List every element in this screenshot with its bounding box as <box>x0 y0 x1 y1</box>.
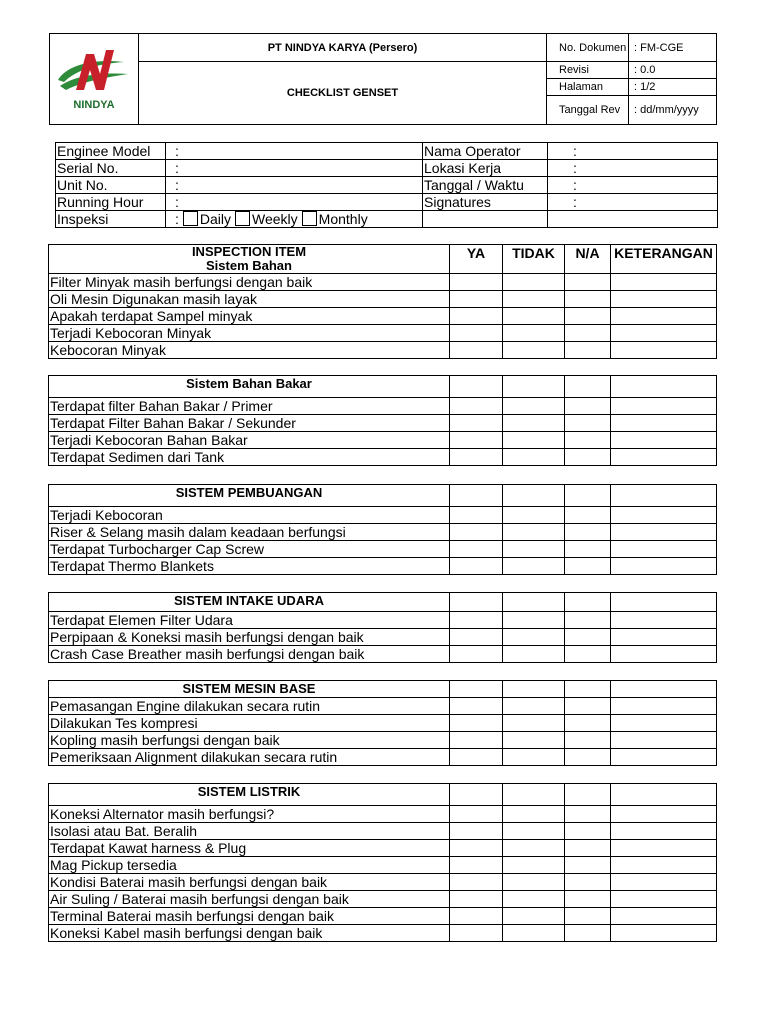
tidak-cell[interactable] <box>503 342 565 359</box>
running-hour-field[interactable]: : <box>166 194 423 211</box>
tidak-cell[interactable] <box>503 325 565 342</box>
col-header-keterangan: KETERANGAN <box>611 245 717 274</box>
info-label-engine-model: Enginee Model <box>56 143 166 160</box>
table-row <box>49 629 717 646</box>
keterangan-cell[interactable] <box>611 874 717 891</box>
keterangan-cell[interactable] <box>611 823 717 840</box>
na-cell[interactable] <box>565 507 611 524</box>
keterangan-cell[interactable] <box>611 840 717 857</box>
info-label-unit-no: Unit No. <box>56 177 166 194</box>
ya-cell[interactable] <box>450 274 503 291</box>
table-row <box>49 558 717 575</box>
table-row <box>49 715 717 732</box>
nama-operator-field[interactable]: : <box>548 143 718 160</box>
keterangan-cell[interactable] <box>611 449 717 466</box>
monthly-checkbox[interactable] <box>302 211 317 226</box>
table-row <box>49 415 717 432</box>
ya-cell[interactable] <box>450 398 503 415</box>
tidak-cell[interactable] <box>503 432 565 449</box>
daily-label: Daily <box>199 211 232 227</box>
item-label: Perpipaan & Koneksi masih berfungsi dengan baik <box>49 629 450 646</box>
col-cell <box>565 681 611 698</box>
item-label: Kondisi Baterai masih berfungsi dengan baik <box>49 874 450 891</box>
table-row <box>49 840 717 857</box>
table-row <box>49 823 717 840</box>
item-label: Terjadi Kebocoran <box>49 507 450 524</box>
col-cell <box>503 376 565 398</box>
ya-cell[interactable] <box>450 449 503 466</box>
na-cell[interactable] <box>565 612 611 629</box>
keterangan-cell[interactable] <box>611 291 717 308</box>
item-label: Terdapat Turbocharger Cap Screw <box>49 541 450 558</box>
section-sistem-intake-udara <box>48 592 717 663</box>
table-row <box>49 541 717 558</box>
table-row <box>49 449 717 466</box>
keterangan-cell[interactable] <box>611 646 717 663</box>
ya-cell[interactable] <box>450 507 503 524</box>
tidak-cell[interactable] <box>503 415 565 432</box>
info-label-running-hour: Running Hour <box>56 194 166 211</box>
keterangan-cell[interactable] <box>611 612 717 629</box>
col-cell <box>611 681 717 698</box>
table-row <box>49 857 717 874</box>
unit-no-field[interactable]: : <box>166 177 423 194</box>
section-title: Sistem Bahan Bakar <box>49 376 450 398</box>
ya-cell[interactable] <box>450 908 503 925</box>
ya-cell[interactable] <box>450 558 503 575</box>
col-cell <box>565 784 611 806</box>
info-label-nama-operator: Nama Operator <box>423 143 548 160</box>
tidak-cell[interactable] <box>503 874 565 891</box>
item-label: Mag Pickup tersedia <box>49 857 450 874</box>
col-cell <box>503 681 565 698</box>
keterangan-cell[interactable] <box>611 857 717 874</box>
meta-value-doc-no: : FM-CGE <box>629 34 717 62</box>
tidak-cell[interactable] <box>503 698 565 715</box>
tidak-cell[interactable] <box>503 398 565 415</box>
col-cell <box>450 376 503 398</box>
section-title: SISTEM LISTRIK <box>49 784 450 806</box>
na-cell[interactable] <box>565 857 611 874</box>
meta-value-tanggal-rev: : dd/mm/yyyy <box>629 96 717 125</box>
item-label: Filter Minyak masih berfungsi dengan baik <box>49 274 450 291</box>
item-label: Terjadi Kebocoran Minyak <box>49 325 450 342</box>
table-row <box>49 524 717 541</box>
keterangan-cell[interactable] <box>611 325 717 342</box>
tidak-cell[interactable] <box>503 612 565 629</box>
section-title: INSPECTION ITEM Sistem Bahan <box>49 245 450 274</box>
ya-cell[interactable] <box>450 749 503 766</box>
ya-cell[interactable] <box>450 432 503 449</box>
na-cell[interactable] <box>565 840 611 857</box>
weekly-label: Weekly <box>252 211 298 227</box>
col-cell <box>565 593 611 612</box>
info-label-tanggal-waktu: Tanggal / Waktu <box>423 177 548 194</box>
document-title: CHECKLIST GENSET <box>139 62 547 125</box>
col-cell <box>503 593 565 612</box>
keterangan-cell[interactable] <box>611 698 717 715</box>
item-label: Terdapat Sedimen dari Tank <box>49 449 450 466</box>
weekly-checkbox[interactable] <box>235 211 250 226</box>
ya-cell[interactable] <box>450 698 503 715</box>
ya-cell[interactable] <box>450 325 503 342</box>
item-label: Apakah terdapat Sampel minyak <box>49 308 450 325</box>
col-header-tidak: TIDAK <box>503 245 565 274</box>
tidak-cell[interactable] <box>503 857 565 874</box>
info-label-inspeksi: Inspeksi <box>56 211 166 228</box>
tidak-cell[interactable] <box>503 274 565 291</box>
col-header-ya: YA <box>450 245 503 274</box>
keterangan-cell[interactable] <box>611 715 717 732</box>
meta-value-halaman: : 1/2 <box>629 79 717 96</box>
ya-cell[interactable] <box>450 732 503 749</box>
ya-cell[interactable] <box>450 612 503 629</box>
item-label: Pemasangan Engine dilakukan secara rutin <box>49 698 450 715</box>
tidak-cell[interactable] <box>503 823 565 840</box>
section-sistem-bahan <box>48 244 717 359</box>
meta-value-revisi: : 0.0 <box>629 62 717 79</box>
ya-cell[interactable] <box>450 715 503 732</box>
info-label-serial-no: Serial No. <box>56 160 166 177</box>
na-cell[interactable] <box>565 291 611 308</box>
info-empty-cell <box>548 211 718 228</box>
col-cell <box>611 485 717 507</box>
tidak-cell[interactable] <box>503 840 565 857</box>
info-empty-cell <box>423 211 548 228</box>
genset-info-table <box>55 142 718 228</box>
na-cell[interactable] <box>565 524 611 541</box>
company-name: PT NINDYA KARYA (Persero) <box>139 34 547 62</box>
table-row <box>49 291 717 308</box>
na-cell[interactable] <box>565 874 611 891</box>
ya-cell[interactable] <box>450 823 503 840</box>
tidak-cell[interactable] <box>503 925 565 942</box>
col-cell <box>503 784 565 806</box>
na-cell[interactable] <box>565 646 611 663</box>
na-cell[interactable] <box>565 891 611 908</box>
keterangan-cell[interactable] <box>611 908 717 925</box>
na-cell[interactable] <box>565 449 611 466</box>
nindya-logo-icon <box>52 40 136 116</box>
ya-cell[interactable] <box>450 524 503 541</box>
lokasi-kerja-field[interactable]: : <box>548 160 718 177</box>
item-label: Terminal Baterai masih berfungsi dengan baik <box>49 908 450 925</box>
meta-label-revisi: Revisi <box>547 62 629 79</box>
signatures-field[interactable]: : <box>548 194 718 211</box>
table-row <box>49 908 717 925</box>
table-row <box>49 874 717 891</box>
keterangan-cell[interactable] <box>611 732 717 749</box>
tidak-cell[interactable] <box>503 291 565 308</box>
keterangan-cell[interactable] <box>611 749 717 766</box>
tanggal-waktu-field[interactable]: : <box>548 177 718 194</box>
table-row <box>49 732 717 749</box>
section-title: SISTEM INTAKE UDARA <box>49 593 450 612</box>
ya-cell[interactable] <box>450 925 503 942</box>
ya-cell[interactable] <box>450 342 503 359</box>
table-row <box>49 507 717 524</box>
table-row <box>49 925 717 942</box>
na-cell[interactable] <box>565 749 611 766</box>
keterangan-cell[interactable] <box>611 524 717 541</box>
na-cell[interactable] <box>565 732 611 749</box>
tidak-cell[interactable] <box>503 629 565 646</box>
info-label-lokasi-kerja: Lokasi Kerja <box>423 160 548 177</box>
table-row <box>49 806 717 823</box>
section-sistem-pembuangan <box>48 484 717 575</box>
keterangan-cell[interactable] <box>611 274 717 291</box>
item-label: Terdapat Elemen Filter Udara <box>49 612 450 629</box>
na-cell[interactable] <box>565 925 611 942</box>
keterangan-cell[interactable] <box>611 558 717 575</box>
keterangan-cell[interactable] <box>611 806 717 823</box>
na-cell[interactable] <box>565 698 611 715</box>
col-cell <box>503 485 565 507</box>
keterangan-cell[interactable] <box>611 507 717 524</box>
item-label: Terdapat Kawat harness & Plug <box>49 840 450 857</box>
item-label: Riser & Selang masih dalam keadaan berfungsi <box>49 524 450 541</box>
na-cell[interactable] <box>565 325 611 342</box>
tidak-cell[interactable] <box>503 308 565 325</box>
table-row <box>49 698 717 715</box>
na-cell[interactable] <box>565 558 611 575</box>
monthly-label: Monthly <box>318 211 368 227</box>
tidak-cell[interactable] <box>503 908 565 925</box>
tidak-cell[interactable] <box>503 507 565 524</box>
col-cell <box>611 784 717 806</box>
keterangan-cell[interactable] <box>611 891 717 908</box>
section-title: SISTEM PEMBUANGAN <box>49 485 450 507</box>
na-cell[interactable] <box>565 629 611 646</box>
item-label: Air Suling / Baterai masih berfungsi dengan baik <box>49 891 450 908</box>
table-row <box>49 612 717 629</box>
na-cell[interactable] <box>565 308 611 325</box>
ya-cell[interactable] <box>450 857 503 874</box>
item-label: Terdapat filter Bahan Bakar / Primer <box>49 398 450 415</box>
na-cell[interactable] <box>565 908 611 925</box>
col-cell <box>611 376 717 398</box>
item-label: Terdapat Thermo Blankets <box>49 558 450 575</box>
company-logo <box>50 34 139 125</box>
item-label: Kopling masih berfungsi dengan baik <box>49 732 450 749</box>
ya-cell[interactable] <box>450 629 503 646</box>
table-row <box>49 308 717 325</box>
keterangan-cell[interactable] <box>611 432 717 449</box>
section-sistem-listrik <box>48 783 717 942</box>
table-row <box>49 891 717 908</box>
keterangan-cell[interactable] <box>611 415 717 432</box>
table-row <box>49 342 717 359</box>
col-cell <box>565 485 611 507</box>
ya-cell[interactable] <box>450 541 503 558</box>
tidak-cell[interactable] <box>503 891 565 908</box>
tidak-cell[interactable] <box>503 558 565 575</box>
section-sistem-mesin-base <box>48 680 717 766</box>
na-cell[interactable] <box>565 342 611 359</box>
col-cell <box>450 784 503 806</box>
document-header <box>49 33 717 125</box>
item-label: Terjadi Kebocoran Bahan Bakar <box>49 432 450 449</box>
ya-cell[interactable] <box>450 806 503 823</box>
na-cell[interactable] <box>565 541 611 558</box>
keterangan-cell[interactable] <box>611 398 717 415</box>
ya-cell[interactable] <box>450 874 503 891</box>
item-label: Terdapat Filter Bahan Bakar / Sekunder <box>49 415 450 432</box>
na-cell[interactable] <box>565 398 611 415</box>
table-row <box>49 646 717 663</box>
item-label: Koneksi Alternator masih berfungsi? <box>49 806 450 823</box>
na-cell[interactable] <box>565 715 611 732</box>
ya-cell[interactable] <box>450 291 503 308</box>
table-row <box>49 749 717 766</box>
na-cell[interactable] <box>565 274 611 291</box>
keterangan-cell[interactable] <box>611 541 717 558</box>
na-cell[interactable] <box>565 432 611 449</box>
tidak-cell[interactable] <box>503 646 565 663</box>
table-row <box>49 432 717 449</box>
section-title: SISTEM MESIN BASE <box>49 681 450 698</box>
tidak-cell[interactable] <box>503 715 565 732</box>
keterangan-cell[interactable] <box>611 925 717 942</box>
item-label: Crash Case Breather masih berfungsi dengan baik <box>49 646 450 663</box>
col-header-na: N/A <box>565 245 611 274</box>
col-cell <box>450 593 503 612</box>
col-cell <box>565 376 611 398</box>
meta-label-doc-no: No. Dokumen <box>547 34 629 62</box>
na-cell[interactable] <box>565 415 611 432</box>
na-cell[interactable] <box>565 806 611 823</box>
item-label: Isolasi atau Bat. Beralih <box>49 823 450 840</box>
section-sistem-bahan-bakar <box>48 375 717 466</box>
tidak-cell[interactable] <box>503 449 565 466</box>
ya-cell[interactable] <box>450 891 503 908</box>
inspeksi-options: : Daily Weekly Monthly <box>166 211 423 228</box>
item-label: Dilakukan Tes kompresi <box>49 715 450 732</box>
item-label: Koneksi Kabel masih berfungsi dengan baik <box>49 925 450 942</box>
col-cell <box>450 681 503 698</box>
svg-text:NINDYA: NINDYA <box>73 98 115 111</box>
ya-cell[interactable] <box>450 840 503 857</box>
tidak-cell[interactable] <box>503 541 565 558</box>
engine-model-field[interactable]: : <box>166 143 423 160</box>
tidak-cell[interactable] <box>503 749 565 766</box>
col-cell <box>450 485 503 507</box>
item-label: Pemeriksaan Alignment dilakukan secara rutin <box>49 749 450 766</box>
keterangan-cell[interactable] <box>611 629 717 646</box>
ya-cell[interactable] <box>450 646 503 663</box>
daily-checkbox[interactable] <box>183 211 198 226</box>
meta-label-halaman: Halaman <box>547 79 629 96</box>
table-row <box>49 398 717 415</box>
table-row <box>49 274 717 291</box>
info-label-signatures: Signatures <box>423 194 548 211</box>
col-cell <box>611 593 717 612</box>
table-row <box>49 325 717 342</box>
na-cell[interactable] <box>565 823 611 840</box>
ya-cell[interactable] <box>450 308 503 325</box>
tidak-cell[interactable] <box>503 806 565 823</box>
item-label: Kebocoran Minyak <box>49 342 450 359</box>
keterangan-cell[interactable] <box>611 342 717 359</box>
ya-cell[interactable] <box>450 415 503 432</box>
keterangan-cell[interactable] <box>611 308 717 325</box>
tidak-cell[interactable] <box>503 732 565 749</box>
item-label: Oli Mesin Digunakan masih layak <box>49 291 450 308</box>
meta-label-tanggal-rev: Tanggal Rev <box>547 96 629 125</box>
tidak-cell[interactable] <box>503 524 565 541</box>
serial-no-field[interactable]: : <box>166 160 423 177</box>
